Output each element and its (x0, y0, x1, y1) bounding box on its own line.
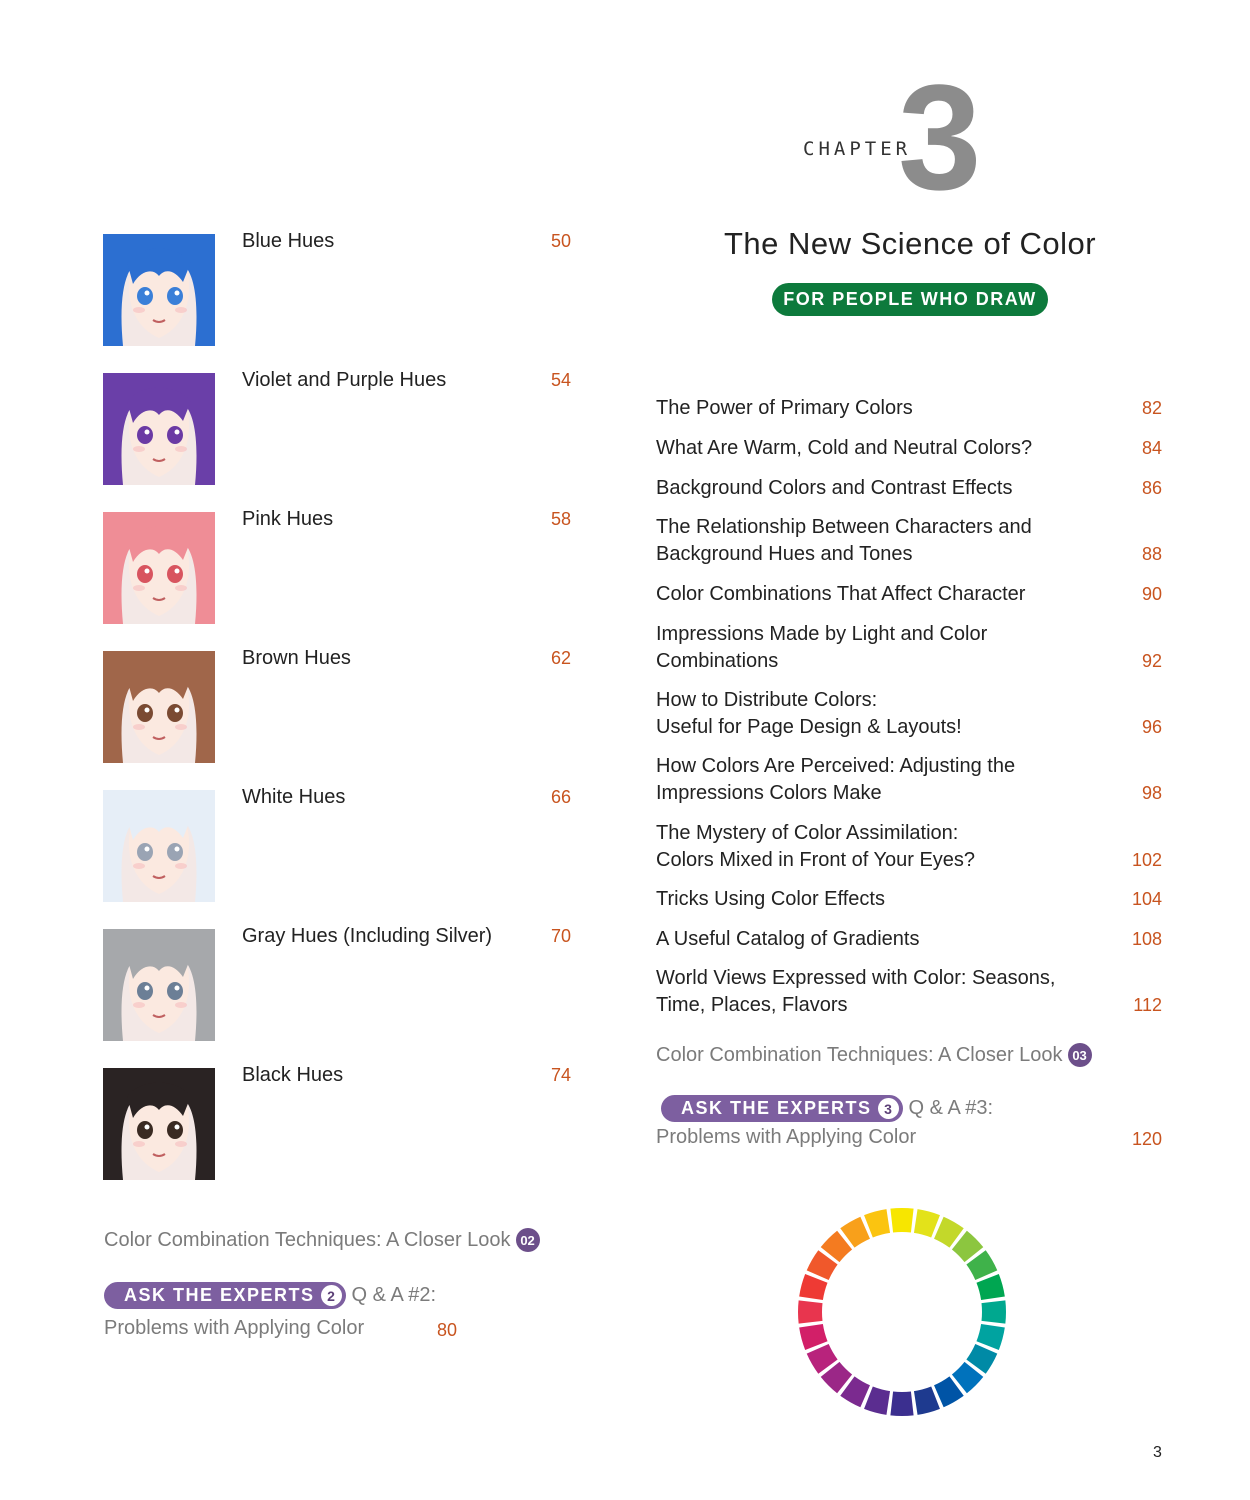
hue-page-number: 70 (550, 926, 571, 946)
closer-look-badge: 02 (516, 1228, 540, 1252)
purple-hair-character-icon (103, 373, 215, 485)
toc-entry-title[interactable] (656, 514, 1116, 568)
toc-entry-line: Background Colors and Contrast Effects (656, 477, 1013, 499)
ask-experts-2[interactable] (104, 1282, 436, 1309)
toc-entry-title[interactable] (656, 581, 1116, 608)
toc-entry-line: How to Distribute Colors: (656, 689, 878, 711)
pink-hair-character-icon (103, 512, 215, 624)
color-wheel-segment (982, 1300, 1006, 1323)
hue-page-number: 66 (550, 787, 571, 807)
toc-entry-title[interactable] (656, 753, 1116, 807)
ask-experts-page: 80 (437, 1320, 458, 1340)
toc-entry-page: 96 (1141, 717, 1162, 737)
toc-entry-page: 88 (1141, 544, 1162, 564)
ask-experts-number: 2 (321, 1285, 342, 1306)
toc-entry-line: Impressions Made by Light and Color (656, 623, 988, 645)
toc-entry-line: Background Hues and Tones (656, 543, 913, 565)
hue-title[interactable]: White Hues (242, 786, 346, 808)
toc-entry-line: What Are Warm, Cold and Neutral Colors? (656, 437, 1033, 459)
toc-entry-line: The Power of Primary Colors (656, 397, 913, 419)
color-wheel-segment (799, 1324, 827, 1350)
toc-entry-line: World Views Expressed with Color: Seasons, (656, 967, 1056, 989)
hue-title[interactable]: Blue Hues (242, 230, 335, 252)
color-wheel-icon (790, 1200, 1014, 1424)
color-wheel-segment (864, 1386, 890, 1414)
ask-experts-3[interactable] (661, 1095, 993, 1122)
closer-look-link-03[interactable] (656, 1043, 1092, 1067)
closer-look-label: Color Combination Techniques: A Closer Look (656, 1043, 1063, 1066)
toc-entry-line: A Useful Catalog of Gradients (656, 928, 920, 950)
hue-title[interactable]: Gray Hues (Including Silver) (242, 925, 493, 947)
ask-experts-number: 3 (878, 1098, 899, 1119)
toc-entry-line: The Mystery of Color Assimilation: (656, 822, 959, 844)
hue-page-number: 58 (550, 509, 571, 529)
chapter-number: 3 (898, 53, 982, 221)
hue-page-number: 54 (550, 370, 571, 390)
toc-entry-line: Colors Mixed in Front of Your Eyes? (656, 849, 976, 871)
toc-entry-title[interactable] (656, 820, 1116, 874)
ask-experts-pill (661, 1095, 903, 1122)
toc-entry-line: The Relationship Between Characters and (656, 516, 1032, 538)
toc-entry-title[interactable] (656, 926, 1116, 953)
ask-experts-subtitle: Problems with Applying Color (656, 1126, 917, 1148)
color-wheel-segment (914, 1386, 940, 1414)
page-number: 3 (1153, 1444, 1162, 1461)
toc-entry-page: 104 (1131, 889, 1162, 909)
ask-experts-label: ASK THE EXPERTS (681, 1098, 872, 1118)
toc-entry-title[interactable] (656, 621, 1116, 675)
ask-experts-qa: Q & A #2: (351, 1284, 437, 1306)
toc-entry-line: Color Combinations That Affect Character (656, 583, 1026, 605)
hue-page-number: 62 (550, 648, 571, 668)
hue-page-number: 74 (550, 1065, 571, 1085)
color-wheel-segment (890, 1208, 913, 1232)
ask-experts-pill (104, 1282, 346, 1309)
color-wheel-segment (799, 1274, 827, 1300)
hue-title[interactable]: Pink Hues (242, 508, 334, 530)
toc-entry-title[interactable] (656, 687, 1116, 741)
toc-entry-title[interactable] (656, 965, 1116, 1019)
toc-entry-line: Time, Places, Flavors (656, 994, 848, 1016)
color-wheel-segment (890, 1392, 913, 1416)
book-tagline: FOR PEOPLE WHO DRAW (772, 283, 1048, 316)
closer-look-label: Color Combination Techniques: A Closer Look (104, 1228, 511, 1251)
toc-entry-page: 90 (1141, 584, 1162, 604)
hue-title[interactable]: Brown Hues (242, 647, 351, 669)
color-wheel-segment (976, 1274, 1004, 1300)
toc-entry-page: 108 (1131, 929, 1162, 949)
toc-entry-page: 112 (1133, 995, 1162, 1015)
brown-hair-character-icon (103, 651, 215, 763)
gray-hair-character-icon (103, 929, 215, 1041)
chapter-label: CHAPTER (803, 138, 912, 160)
toc-entry-line: Impressions Colors Make (656, 782, 882, 804)
toc-entry-line: Tricks Using Color Effects (656, 888, 885, 910)
color-wheel-segment (976, 1324, 1004, 1350)
toc-entry-page: 102 (1131, 850, 1162, 870)
blue-hair-character-icon (103, 234, 215, 346)
color-wheel-segment (864, 1209, 890, 1237)
book-title: The New Science of Color (723, 226, 1097, 261)
toc-entry-title[interactable] (656, 475, 1116, 502)
black-hair-character-icon (103, 1068, 215, 1180)
closer-look-link-02[interactable] (104, 1228, 540, 1252)
white-hair-character-icon (103, 790, 215, 902)
toc-entry-page: 84 (1141, 438, 1162, 458)
hue-page-number: 50 (550, 231, 571, 251)
ask-experts-subtitle: Problems with Applying Color (104, 1317, 365, 1339)
color-wheel-segment (914, 1209, 940, 1237)
ask-experts-label: ASK THE EXPERTS (124, 1285, 315, 1305)
toc-entry-line: Combinations (656, 650, 779, 672)
toc-entry-page: 82 (1141, 398, 1162, 418)
toc-entry-page: 92 (1141, 651, 1162, 671)
toc-entry-title[interactable] (656, 886, 1116, 913)
hue-title[interactable]: Violet and Purple Hues (242, 369, 447, 391)
closer-look-badge: 03 (1068, 1043, 1092, 1067)
ask-experts-qa: Q & A #3: (908, 1097, 994, 1119)
toc-entry-title[interactable] (656, 395, 1116, 422)
ask-experts-page: 120 (1132, 1129, 1163, 1149)
toc-entry-title[interactable] (656, 435, 1116, 462)
color-wheel-segment (798, 1300, 822, 1323)
toc-entry-line: How Colors Are Perceived: Adjusting the (656, 755, 1016, 777)
toc-entry-page: 86 (1141, 478, 1162, 498)
hue-title[interactable]: Black Hues (242, 1064, 344, 1086)
toc-entry-page: 98 (1141, 783, 1162, 803)
toc-entry-line: Useful for Page Design & Layouts! (656, 716, 962, 738)
